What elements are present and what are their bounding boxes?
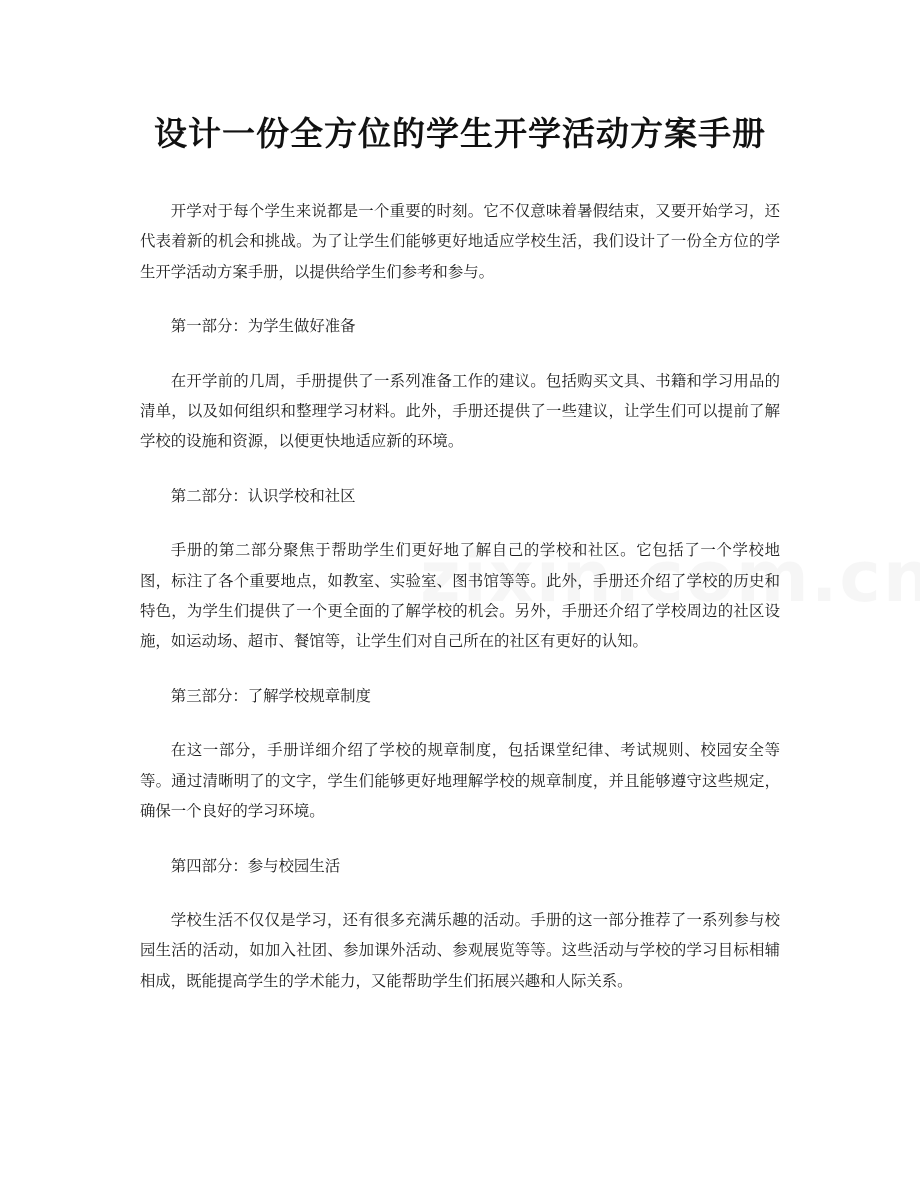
section-paragraph-4: 学校生活不仅仅是学习，还有很多充满乐趣的活动。手册的这一部分推荐了一系列参与校园生活的活动，如加入社团、参加课外活动、参观展览等等。这些活动与学校的学习目标相辅相成，既能提高学生的学术能力，又能帮助学生们拓展兴趣和人际关系。 [140,910,780,990]
section-heading-4: 第四部分：参与校园生活 [170,856,341,875]
section-heading-1: 第一部分：为学生做好准备 [170,317,356,336]
document-title: 设计一份全方位的学生开学活动方案手册 [154,114,766,153]
section-paragraph-3: 在这一部分，手册详细介绍了学校的规章制度，包括课堂纪律、考试规则、校园安全等等。通过清晰明了的文字，学生们能够更好地理解学校的规章制度，并且能够遵守这些规定，确保一个良好的学习环境。 [140,741,780,821]
section-heading-3: 第三部分：了解学校规章制度 [170,686,371,705]
document-body [140,196,780,996]
section-heading-2: 第二部分：认识学校和社区 [170,486,356,505]
section-paragraph-1: 在开学前的几周，手册提供了一系列准备工作的建议。包括购买文具、书籍和学习用品的清单，以及如何组织和整理学习材料。此外，手册还提供了一些建议，让学生们可以提前了解学校的设施和资源，以便更快地适应新的环境。 [140,371,780,451]
intro-paragraph: 开学对于每个学生来说都是一个重要的时刻。它不仅意味着暑假结束，又要开始学习，还代表着新的机会和挑战。为了让学生们能够更好地适应学校生活，我们设计了一份全方位的学生开学活动方案手册，以提供给学生们参考和参与。 [140,202,780,281]
section-paragraph-2: 手册的第二部分聚焦于帮助学生们更好地了解自己的学校和社区。它包括了一个学校地图，标注了各个重要地点，如教室、实验室、图书馆等等。此外，手册还介绍了学校的历史和特色，为学生们提供了一个更全面的了解学校的机会。另外，手册还介绍了学校周边的社区设施，如运动场、超市、餐馆等，让学生们对自己所在的社区有更好的认知。 [140,541,780,651]
